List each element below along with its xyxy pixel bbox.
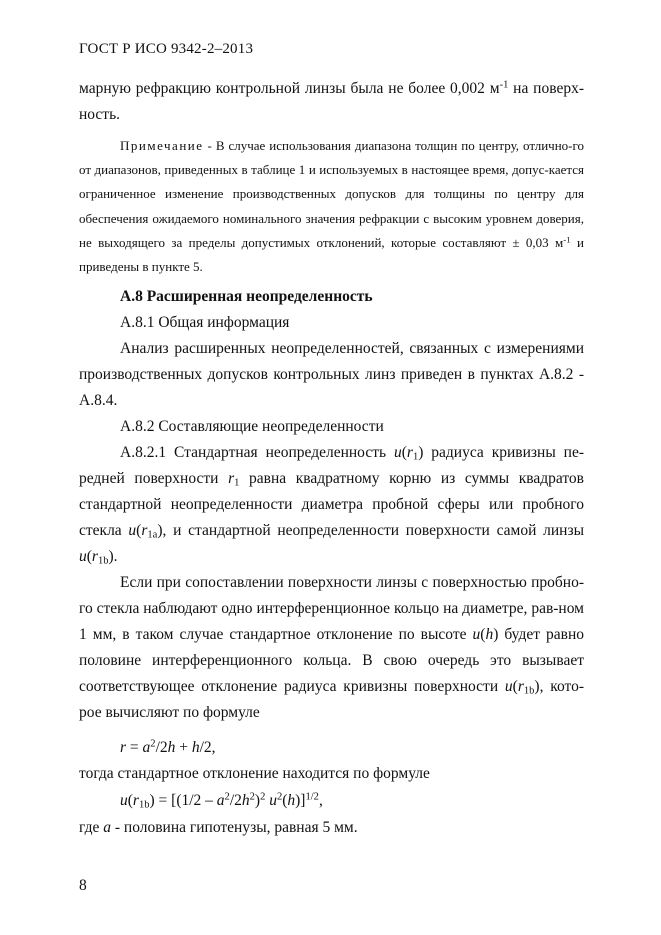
text: . xyxy=(113,548,118,565)
note-unit-exponent: -1 xyxy=(563,234,571,245)
symbol-h: h xyxy=(287,792,296,809)
page-number: 8 xyxy=(79,877,87,894)
symbol-u: u xyxy=(120,792,128,809)
symbol-u: u xyxy=(269,792,277,809)
note-label: Примечание xyxy=(120,138,204,153)
note-text-end: и приведены в пункте 5. xyxy=(79,234,584,275)
symbol-r: r xyxy=(141,522,148,539)
exponent: 2 xyxy=(224,791,230,803)
definition-line xyxy=(79,819,358,837)
subscript: 1b xyxy=(523,685,535,697)
paragraph-continuation xyxy=(79,76,584,128)
paragraph-interference: Если при сопоставлении поверхности линзы с поверхностью пробно-го стекла наблюдают одно интерференционное кольцо на диаметре, рав-ном 1 мм, в таком случае стандартное отклонение по высоте u(h) будет равно половине интерференционного кольца. В свою очередь это вызывает соответствующее отклонение радиуса кривизны поверхности $u(r_{1b})$, кото-рое вычисляют по формуле xyxy=(79,574,584,721)
subscript: 1b xyxy=(138,799,150,811)
symbol-a: a xyxy=(216,792,225,809)
symbol-r: r xyxy=(406,444,413,461)
symbol-r: r xyxy=(120,739,127,756)
subscript: 1b xyxy=(97,555,109,567)
note-paragraph xyxy=(79,134,584,279)
text: радиуса кривизны пе-редней поверхности xyxy=(79,444,584,487)
symbol-r: r xyxy=(517,678,524,695)
symbol-u: u xyxy=(128,522,137,539)
para-text: марную рефракцию контрольной линзы была не более 0,002 м xyxy=(79,80,500,97)
section-a8 xyxy=(79,284,584,726)
subsection-title-a81: А.8.1 Общая информация xyxy=(120,314,290,331)
text: Если при сопоставлении поверхности линзы с поверхностью пробно-го стекла наблюдают одно интерференционное кольцо на диаметре, рав-ном 1 мм, в таком случае стандартное отклонение по высоте xyxy=(79,574,584,643)
formula-std-deviation: $u(r_{1b}) = [(1/2 - a^2/2h^2)^2$ $u^2(h)]^{1/2}$, xyxy=(120,791,323,811)
op: )] xyxy=(295,792,306,809)
op: , xyxy=(318,792,323,809)
symbol-a: a xyxy=(103,819,111,836)
op: ) xyxy=(254,792,261,809)
text: где xyxy=(79,819,104,836)
symbol-h: h xyxy=(241,792,250,809)
op: + xyxy=(175,739,192,756)
exponent: 1/2 xyxy=(305,791,319,803)
text: , и стандартной неопределенности поверхности самой линзы xyxy=(162,522,584,539)
symbol-r: r xyxy=(132,792,139,809)
text: равна квадратному корню из суммы квадратов стандартной неопределенности диаметра пробной сферы или пробного стекла xyxy=(79,470,584,539)
text: будет равно половине интерференционного кольца. В свою очередь это вызывает соответствующее отклонение радиуса кривизны поверхности xyxy=(79,626,584,695)
document-header: ГОСТ Р ИСО 9342-2–2013 xyxy=(79,41,254,57)
formula-intro-text: тогда стандартное отклонение находится по формуле xyxy=(79,765,430,782)
op: = [(1/2 – xyxy=(154,792,217,809)
subscript: 1 xyxy=(412,451,419,463)
text: , кото-рое вычисляют по формуле xyxy=(79,678,584,721)
unit-exponent: -1 xyxy=(499,79,509,91)
symbol-h: h xyxy=(485,626,494,643)
subscript: 1a xyxy=(147,529,158,541)
symbol-u: u xyxy=(79,548,87,565)
subscript: 1 xyxy=(234,477,240,489)
note-text: - В случае использования диапазона толщин по центру, отлично-го от диапазонов, приведенных в таблице 1 и используемых в настоящее время, допус-кается ограниченное изменение производственных допусков для толщины по центру для обеспечения ожидаемого номинального значения рефракции с высоким уровнем доверия, не выходящего за пределы допустимых отклонений, которые составляют ± 0,03 м xyxy=(79,138,584,250)
op: /2 xyxy=(229,792,242,809)
symbol-h: h xyxy=(167,739,176,756)
symbol-r: r xyxy=(91,548,98,565)
text: А.8.2.1 Стандартная неопределенность xyxy=(120,444,394,461)
op: = xyxy=(126,739,143,756)
paragraph-a821: А.8.2.1 Стандартная неопределенность $u(r_1)$ радиуса кривизны пе-редней поверхности $r_1$ равна квадратному корню из суммы квадратов стандартной неопределенности диаметра пробной сферы или пробного стекла $u(r_{1a})$, и стандартной неопределенности поверхности самой линзы $u(r_{1b})$. xyxy=(79,444,584,567)
symbol-h: h xyxy=(191,739,200,756)
section-title-a8: А.8 Расширенная неопределенность xyxy=(120,288,373,305)
exponent: 2 xyxy=(150,738,156,750)
symbol-u: u xyxy=(393,444,402,461)
symbol-u: u xyxy=(504,678,513,695)
exponent: 2 xyxy=(276,791,283,803)
op: /2, xyxy=(199,739,216,756)
text: - половина гипотенузы, равная 5 мм. xyxy=(110,819,358,836)
exponent: 2 xyxy=(249,791,255,803)
subsection-title-a82: А.8.2 Составляющие неопределенности xyxy=(120,418,384,435)
op: /2 xyxy=(155,739,168,756)
formula-radius xyxy=(120,739,216,757)
symbol-a: a xyxy=(142,739,151,756)
paragraph-a81: Анализ расширенных неопределенностей, связанных с измерениями производственных допусков контрольных линз приведен в пунктах А.8.2 - А.8.4. xyxy=(79,340,584,409)
para-text-end: на поверх-ность. xyxy=(79,80,584,123)
symbol-u: u xyxy=(472,626,481,643)
symbol-r: r xyxy=(228,470,235,487)
exponent: 2 xyxy=(260,791,266,803)
